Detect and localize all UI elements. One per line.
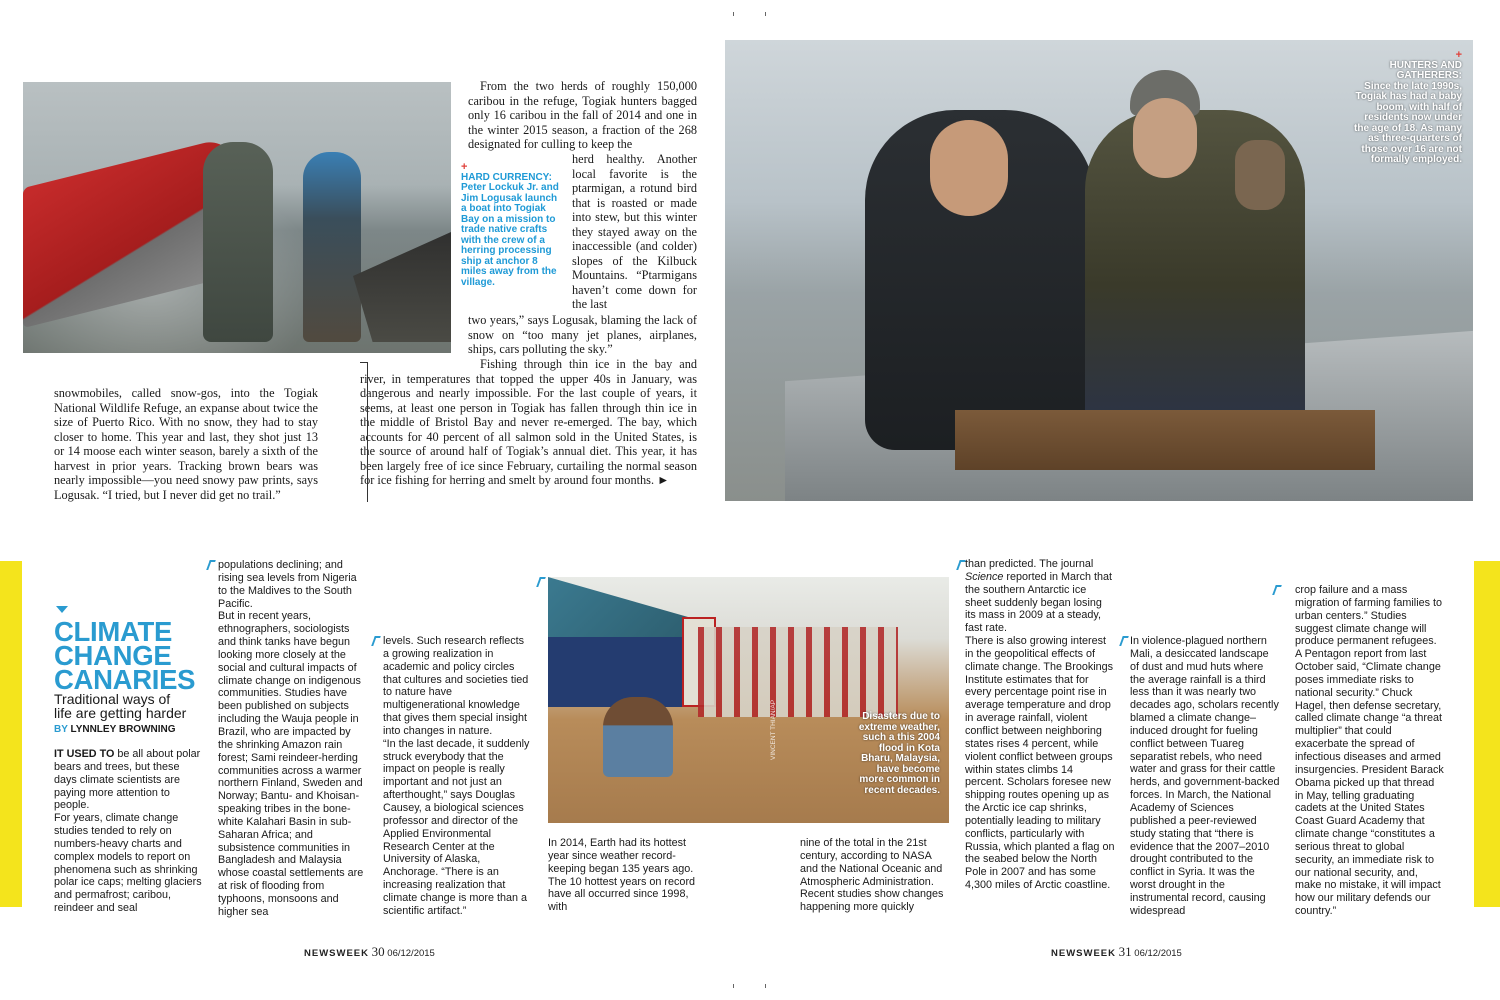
crop-mark (733, 12, 734, 16)
glove-shape (1235, 140, 1285, 210)
article-text-top: two years,” says Logusak, blaming the lack of snow on “too many jet planes, airplanes, ships, cars polluting the sky.” (468, 313, 697, 356)
page-number: 30 (371, 944, 385, 959)
person-face (930, 120, 1008, 216)
crop-mark (765, 12, 766, 16)
article-column-3: levels. Such research reflects a growing realization in academic and policy circles that cultures and societies tied to nature have multigenerational knowledge that gives them special insight into changes in nature. “In the last decade, it suddenly struck everybody that the impact on people is really important and not just an afterthought,” says Douglas Causey, a biological sciences professor and director of the Applied Environmental Research Center at the University of Alaska, Anchorage. “There is an increasing realization that climate change is more than a scientific artifact.” (383, 635, 530, 917)
gate-shape (698, 627, 898, 717)
article-column-5: nine of the total in the 21st century, according to NASA and the National Oceanic and Atmospheric Administration. Recent studies show changes happening more quickly (800, 837, 944, 914)
article-headline (54, 616, 196, 695)
article-column-6 (965, 558, 1115, 892)
person-figure (303, 152, 361, 342)
caption-hard-currency (461, 162, 561, 288)
article-column-2: populations declining; and rising sea levels from Nigeria to the Maldives to the South Pacific. But in recent years, ethnographers, sociologists and think tanks have begun looking more closely at the social and cultural impacts of climate change on indigenous communities. Studies have been published on subjects including the Wauja people in Brazil, who are impacted by the shrinking Amazon rain forest; Sami reindeer-herding communities across a warmer northern Finland, Sweden and Norway; Bantu- and Khoisan-speaking tribes in the bone-white Kalahari Basin in sub-Saharan Africa; and subsistence communities in Bangladesh and Malaysia whose coastal settlements are at risk of flooding from typhoons, monsoons and higher sea (218, 559, 364, 918)
byline-by: BY (54, 724, 68, 735)
article-text-top: herd healthy. Another local favorite is the ptarmigan, a rotund bird that is roasted or made into stew, but this winter they stayed away on the inaccessible (and colder) slopes of the Kilbuck Mountains. “Ptarmigans haven’t come down for the last (572, 152, 697, 311)
article-text-top: snowmobiles, called snow-gos, into the Togiak National Wildlife Refuge, an expanse about twice the size of Puerto Rico. With no snow, they had to stay closer to home. This year and last, they shot just 13 or 14 moose each winter season, barely a sixth of the harvest in prior years. Tracking brown bears was nearly impossible—you need snowy paw prints, says Logusak. “I tried, but I never did get no trail.” (54, 386, 318, 502)
headline-line: CANARIES (54, 664, 196, 695)
caption-head: HUNTERS AND GATHERERS: (1389, 59, 1462, 81)
crop-mark (765, 984, 766, 988)
footer-date: 06/12/2015 (1134, 948, 1182, 959)
photo-boat-launch (23, 82, 451, 353)
column-marker (371, 636, 381, 646)
page-number: 31 (1118, 944, 1132, 959)
dek-line: life are getting harder (54, 705, 187, 721)
caption-plus-icon: + (461, 161, 468, 173)
person-figure (203, 142, 273, 342)
photo-credit: VINCENT THIAN/AP (770, 699, 777, 760)
boat-hull-shape (23, 136, 233, 328)
caption-plus-icon: + (1455, 49, 1462, 61)
caption-flood: Disasters due to extreme weather, such a this 2004 flood in Kota Bharu, Malaysia, have become more common in recent decades. (858, 711, 940, 796)
corner-mark (360, 362, 368, 502)
chevron-down-icon (56, 606, 68, 613)
footer-left (304, 944, 435, 960)
crop-mark (733, 984, 734, 988)
column-text: reported in March that the southern Antarctic ice sheet suddenly began losing its mass in 2009 at a steady, fast rate. There is also growing interest in the geopolitical effects of climate change. The Brookings Institute estimates that for every percentage point rise in average temperature and drop in average rainfall, violent conflict between neighboring states rises 4 percent, while violent conflict between groups within states climbs 14 percent. Scholars foresee new shipping routes opening up as the Arctic ice cap shrinks, potentially leading to military conflicts, particularly with Russia, which planted a flag on the seabed below the North Pole in 2007 and has some 4,300 miles of Arctic coastline. (965, 570, 1115, 892)
footer-brand: NEWSWEEK (304, 948, 369, 959)
footer-right (1051, 944, 1182, 960)
caption-hunters (1350, 50, 1462, 166)
wall-shape (548, 637, 698, 707)
headline-line: CLIMATE (54, 616, 173, 647)
column-marker (536, 577, 546, 587)
boat-seat-shape (955, 410, 1375, 470)
person-figure (603, 697, 673, 777)
accent-bar-right (1474, 561, 1500, 907)
article-column-8: crop failure and a mass migration of farming families to urban centers.” Studies suggest climate change will produce permanent refugees. A Pentagon report from last October said, “Climate change poses immediate risks to national security.” Chuck Hagel, then defense secretary, called climate change “a threat multiplier” that could exacerbate the spread of infectious diseases and armed insurgencies. President Barack Obama picked up that thread in May, telling graduating cadets at the United States Coast Guard Academy that climate change “constitutes a serious threat to global security, an immediate risk to our national security, and, make no mistake, it will impact how our military defends our country.” (1295, 584, 1444, 918)
footer-brand: NEWSWEEK (1051, 948, 1116, 959)
caption-head: HARD CURRENCY: (461, 171, 552, 183)
person-face (1133, 98, 1197, 178)
accent-bar-left (0, 561, 22, 907)
column-marker (1119, 636, 1129, 646)
article-dek (54, 692, 186, 720)
article-column-7: In violence-plagued northern Mali, a desiccated landscape of dust and mud huts where the average rainfall is a third less than it was nearly two decades ago, scholars recently blamed a climate change–induced drought for fueling conflict between Tuareg separatist rebels, who need water and grass for their cattle herds, and government-backed forces. In March, the National Academy of Sciences published a peer-reviewed study stating that “there is evidence that the 2007–2010 drought contributed to the conflict in Syria. It was the worst drought in the instrumental record, causing widespread (1130, 635, 1280, 917)
byline-author: LYNNLEY BROWNING (70, 724, 176, 735)
caption-body: Peter Lockuk Jr. and Jim Logusak launch a boat into Togiak Bay on a mission to trade native crafts with the crew of a herring processing ship at anchor 8 miles away from the village. (461, 182, 559, 288)
article-column-4: In 2014, Earth had its hottest year since weather record-keeping began 135 years ago. The 10 hottest years on record have all occurred since 1998, with (548, 837, 696, 914)
byline (54, 724, 176, 735)
article-text-top: Fishing through thin ice in the bay and river, in temperatures that topped the upper 40s in January, was dangerous and nearly impossible. For the last couple of years, it seems, at least one person in Togiak has fallen through thin ice in the middle of Bristol Bay and never re-emerged. The bay, which accounts for 40 percent of all salmon sold in the United States, is the source of around half of Togiak’s annual diet. This year, it has been largely free of ice since February, curtailing the normal season for ice fishing for herring and smelt by around four months. ► (360, 357, 697, 487)
column-text: be all about polar bears and trees, but these days climate scientists are paying more attention to people. For years, climate change studies tended to rely on numbers-heavy charts and complex models to report on phenomena such as shrinking polar ice caps; melting glaciers and permafrost; caribou, reindeer and seal (54, 748, 202, 915)
caption-body: Since the late 1990s, Togiak has had a baby boom, with half of residents now under the age of 18. As many as three-quarters of those over 16 are not formally employed. (1354, 80, 1462, 165)
article-column-1 (54, 748, 202, 915)
journal-name: Science (965, 570, 1004, 583)
column-text: than predicted. The journal (965, 558, 1094, 570)
lead-in: IT USED TO (54, 748, 115, 760)
article-text-top: From the two herds of roughly 150,000 caribou in the refuge, Togiak hunters bagged only 16 caribou in the fall of 2014 and one in the winter 2015 season, a fraction of the 268 designated for culling to keep the (468, 79, 697, 151)
dek-line: Traditional ways of (54, 691, 171, 707)
footer-date: 06/12/2015 (387, 948, 435, 959)
column-marker (206, 560, 216, 570)
column-marker (1272, 585, 1282, 595)
boat-trailer-shape (353, 232, 451, 342)
headline-line: CHANGE (54, 640, 172, 671)
